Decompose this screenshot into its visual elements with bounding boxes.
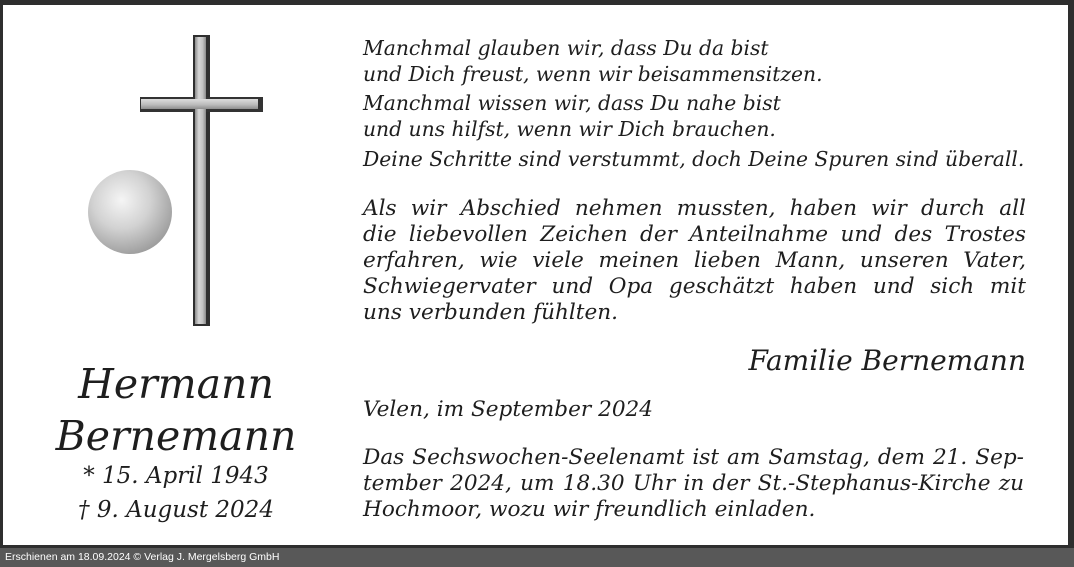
place-date-text: Velen, im September 2024: [363, 397, 654, 422]
deceased-first-name: [26, 358, 326, 410]
thanks-line-5: [363, 300, 1027, 326]
poem-line-3: [363, 90, 1027, 116]
deceased-last-name: [26, 410, 326, 462]
service-notice-line-3: [363, 497, 1025, 523]
poem-line-text: Deine Schritte sind verstummt, doch Deine Spuren sind überall.: [363, 147, 1025, 171]
cross-icon: [140, 35, 263, 326]
cross-and-sphere-artwork: [0, 0, 340, 340]
thanks-line-4: [363, 274, 1027, 300]
thanks-line-text: erfahren, wie viele meinen lieben Mann, unseren Vater,: [363, 248, 1027, 273]
thanks-line-text: die liebevollen Zeichen der Anteilnahme und des Trostes: [363, 222, 1026, 247]
poem-line-text: Manchmal wissen wir, dass Du nahe bist: [363, 91, 781, 115]
death-date-text: † 9. August 2024: [78, 497, 274, 523]
birth-date-text: * 15. April 1943: [83, 463, 269, 489]
birth-date: [26, 462, 326, 490]
service-notice-line-text: Hochmoor, wozu wir freundlich einladen.: [363, 497, 816, 522]
poem-line-text: Manchmal glauben wir, dass Du da bist: [363, 36, 769, 60]
family-signature-text: Familie Bernemann: [748, 344, 1026, 377]
frame-right-border: [1068, 0, 1074, 548]
cross-vertical-beam: [195, 37, 206, 324]
service-notice-line-1: [363, 445, 1025, 471]
deceased-last-name-text: Bernemann: [55, 412, 297, 460]
poem-line-text: und Dich freust, wenn wir beisammensitzen.: [363, 62, 823, 86]
service-notice-line-text: Das Sechswochen-Seelenamt ist am Samstag, dem 21. Sep-: [363, 445, 1024, 470]
thanks-line-text: Als wir Abschied nehmen mussten, haben wir durch all: [363, 196, 1026, 221]
thanks-line-text: uns verbunden fühlten.: [363, 300, 619, 325]
poem-line-text: und uns hilfst, wenn wir Dich brauchen.: [363, 117, 776, 141]
publication-note: Erschienen am 18.09.2024 © Verlag J. Mergelsberg GmbH: [5, 551, 280, 563]
poem-line-2: [363, 61, 1027, 87]
thanks-line-3: [363, 248, 1027, 274]
place-date: [363, 397, 1027, 423]
service-notice-line-2: [363, 471, 1025, 497]
thanks-line-text: Schwiegervater und Opa geschätzt haben und sich mit: [363, 274, 1026, 299]
cross-horizontal-beam: [141, 99, 258, 109]
poem-line-1: [363, 35, 1027, 61]
poem-line-4: [363, 116, 1027, 142]
sphere-icon: [88, 170, 172, 254]
deceased-first-name-text: Hermann: [78, 360, 274, 408]
death-date: [26, 496, 326, 524]
service-notice-line-text: tember 2024, um 18.30 Uhr in der St.-Stephanus-Kirche zu: [363, 471, 1025, 496]
publication-footer-bar: [0, 548, 1074, 567]
thanks-line-2: [363, 222, 1027, 248]
family-signature: [363, 344, 1026, 378]
thanks-line-1: [363, 196, 1027, 222]
poem-line-5: [363, 146, 1027, 172]
